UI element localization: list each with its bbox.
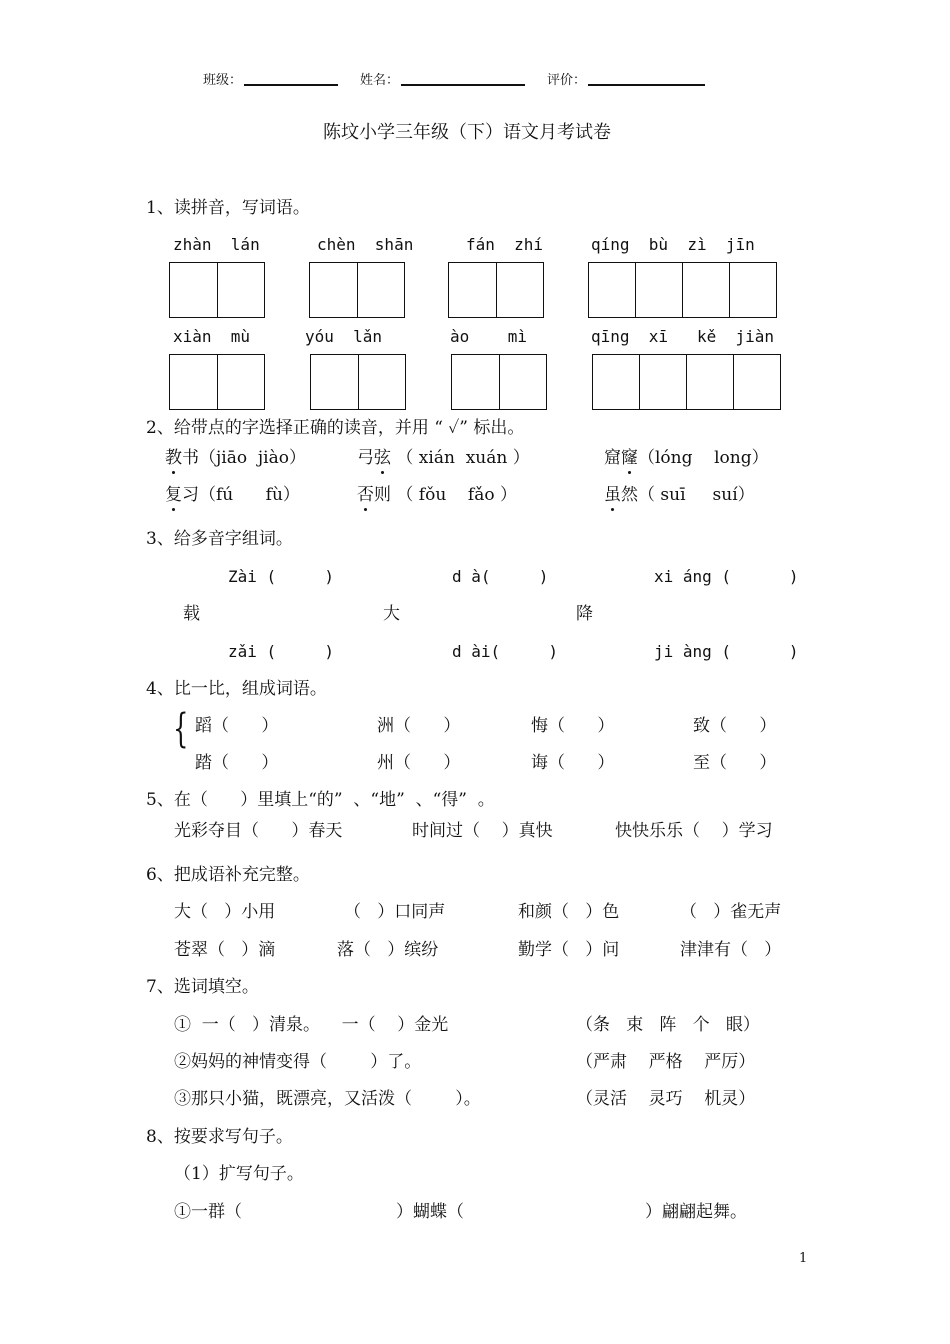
q6-item-1[interactable]: 大（ ）小用 (174, 902, 276, 922)
page-number: 1 (799, 1251, 808, 1266)
q6-item-5[interactable]: 苍翠（ ）滴 (174, 940, 276, 960)
q4-item-8[interactable]: 至（ ） (693, 753, 777, 773)
dotted-char: 弦 (374, 448, 391, 468)
q1-answer-box-8[interactable] (592, 354, 781, 410)
q1-pinyin-1: zhàn lán (173, 235, 260, 254)
dotted-char: 虽 (604, 485, 621, 505)
q4-item-4[interactable]: 致（ ） (693, 716, 777, 736)
dotted-char: 教 (165, 448, 182, 468)
q7-question-3[interactable]: ③那只小猫，既漂亮，又活泼（ ）。 (174, 1089, 481, 1109)
q3-blank-6[interactable]: ji àng ( ) (654, 642, 799, 661)
q5-item-3[interactable]: 快快乐乐（ ）学习 (615, 821, 773, 841)
dotted-char: 窿 (621, 448, 638, 468)
q3-blank-5[interactable]: d ài( ) (452, 642, 558, 661)
q1-heading: 1、读拼音，写词语。 (146, 198, 310, 218)
q8-line-c: ）翩翩起舞。 (645, 1202, 747, 1222)
q8-line-a: ①一群（ (174, 1202, 242, 1222)
q7-heading: 7、选词填空。 (146, 977, 259, 997)
q4-item-7[interactable]: 诲（ ） (531, 753, 615, 773)
q2-heading: 2、给带点的字选择正确的读音，并用 “ ✓” 标出。 (146, 418, 525, 438)
q7-question-2[interactable]: ②妈妈的神情变得（ ）了。 (174, 1052, 422, 1072)
q4-item-3[interactable]: 悔（ ） (531, 716, 615, 736)
q3-blank-3[interactable]: xi áng ( ) (654, 567, 799, 586)
q2-item-3[interactable]: 窟窿（lóng long） (604, 448, 769, 468)
q1-pinyin-5: xiàn mù (173, 327, 251, 346)
q1-answer-box-5[interactable] (169, 354, 265, 410)
eval-underline (588, 84, 705, 86)
q3-char-2: 大 (383, 604, 400, 624)
q8-subheading: （1）扩写句子。 (174, 1164, 304, 1184)
q7-options-1: （条 束 阵 个 眼） (576, 1015, 760, 1035)
page-title: 陈坟小学三年级（下）语文月考试卷 (323, 122, 611, 143)
q3-blank-4[interactable]: zǎi ( ) (228, 642, 334, 661)
q2-item-1[interactable]: 教书（jiāo jiào） (165, 448, 306, 468)
q6-item-2[interactable]: （ ）口同声 (344, 902, 446, 922)
q4-item-2[interactable]: 洲（ ） (377, 716, 461, 736)
q2-item-4[interactable]: 复习（fú fù） (165, 485, 300, 505)
q3-char-1: 载 (183, 604, 200, 624)
q1-pinyin-3: fán zhí (466, 235, 544, 254)
q6-item-4[interactable]: （ ）雀无声 (680, 902, 782, 922)
q1-pinyin-4: qíng bù zì jīn (591, 235, 755, 254)
q5-heading: 5、在（ ）里填上“的” 、“地” 、“得” 。 (146, 790, 495, 810)
q6-item-7[interactable]: 勤学（ ）问 (518, 940, 620, 960)
q1-pinyin-8: qīng xī kě jiàn (591, 327, 775, 346)
class-label: 班级： (203, 73, 243, 88)
q5-item-2[interactable]: 时间过（ ）真快 (412, 821, 553, 841)
name-underline (401, 84, 525, 86)
q1-pinyin-6: yóu lǎn (305, 327, 383, 346)
brace-icon: { (173, 706, 189, 752)
q5-item-1[interactable]: 光彩夺目（ ）春天 (174, 821, 343, 841)
q6-heading: 6、把成语补充完整。 (146, 865, 310, 885)
name-label: 姓名： (360, 73, 400, 88)
q1-pinyin-2: chèn shān (317, 235, 414, 254)
eval-label: 评价： (547, 73, 587, 88)
class-underline (244, 84, 338, 86)
q2-item-6[interactable]: 虽然（ suī suí） (604, 485, 755, 505)
q4-item-1[interactable]: 蹈（ ） (195, 716, 279, 736)
q2-item-2[interactable]: 弓弦 （ xián xuán ） (357, 448, 530, 468)
q8-heading: 8、按要求写句子。 (146, 1127, 293, 1147)
q4-item-5[interactable]: 踏（ ） (195, 753, 279, 773)
q8-line-b: ）蝴蝶（ (396, 1202, 464, 1222)
q3-blank-2[interactable]: d à( ) (452, 567, 549, 586)
dotted-char: 复 (165, 485, 182, 505)
q7-options-3: （灵活 灵巧 机灵） (576, 1089, 756, 1109)
q6-item-3[interactable]: 和颜（ ）色 (518, 902, 620, 922)
q6-item-8[interactable]: 津津有（ ） (680, 940, 782, 960)
q1-pinyin-7: ào mì (450, 327, 528, 346)
dotted-char: 否 (357, 485, 374, 505)
q4-item-6[interactable]: 州（ ） (377, 753, 461, 773)
q1-answer-box-7[interactable] (451, 354, 547, 410)
q1-answer-box-4[interactable] (588, 262, 777, 318)
q1-answer-box-2[interactable] (309, 262, 405, 318)
q7-question-1[interactable]: ① 一（ ）清泉。 一（ ）金光 (174, 1015, 449, 1035)
q2-item-5[interactable]: 否则 （ fǒu fǎo ） (357, 485, 517, 505)
q3-char-3: 降 (576, 604, 593, 624)
q3-blank-1[interactable]: Zài ( ) (228, 567, 334, 586)
q6-item-6[interactable]: 落（ ）缤纷 (337, 940, 439, 960)
q1-answer-box-1[interactable] (169, 262, 265, 318)
q4-heading: 4、比一比，组成词语。 (146, 679, 327, 699)
q1-answer-box-6[interactable] (310, 354, 406, 410)
q7-options-2: （严肃 严格 严厉） (576, 1052, 756, 1072)
q1-answer-box-3[interactable] (448, 262, 544, 318)
q3-heading: 3、给多音字组词。 (146, 529, 293, 549)
